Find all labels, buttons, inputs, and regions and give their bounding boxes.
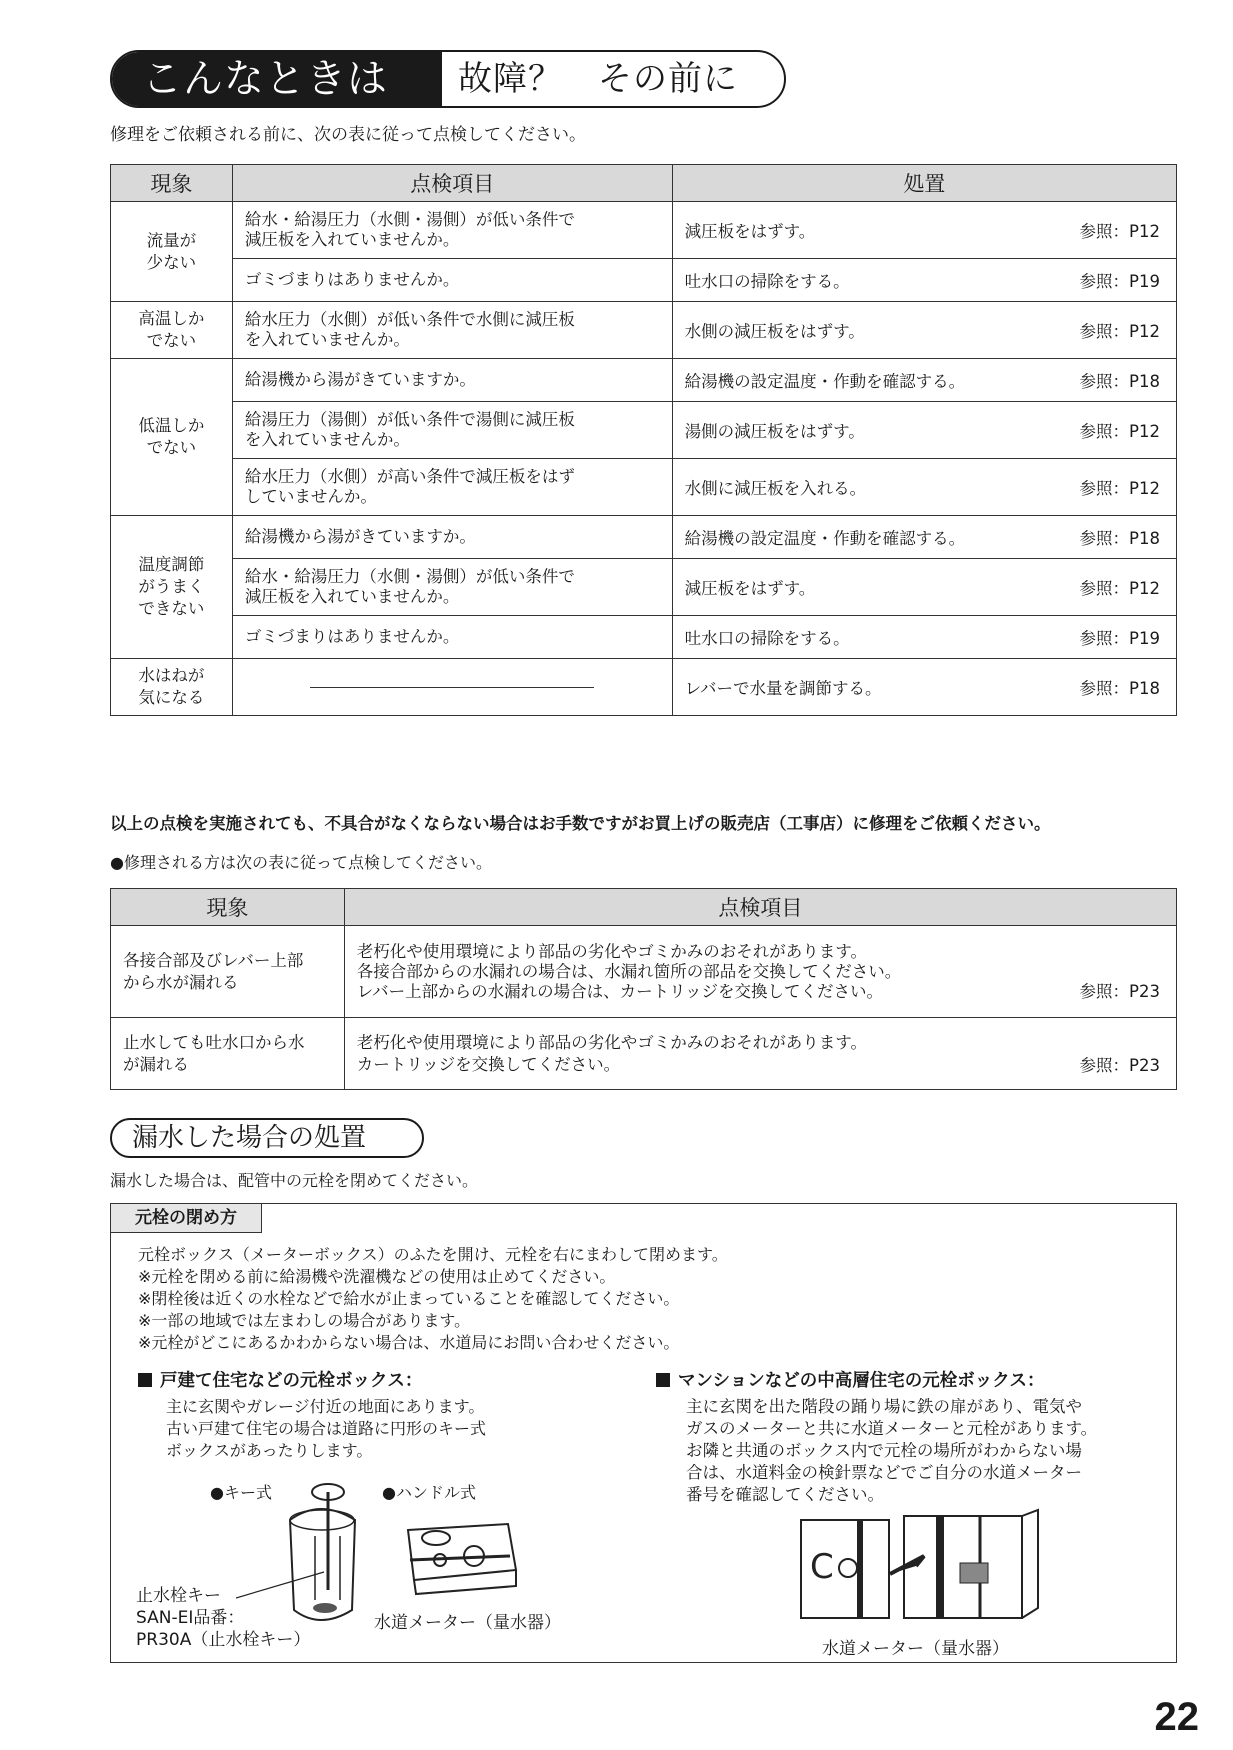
- symptom-cell: 流量が 少ない: [111, 202, 233, 302]
- valve-line: ※一部の地域では左まわしの場合があります。: [138, 1311, 471, 1330]
- meter-box-illustration: [800, 1508, 1042, 1620]
- leak-intro: 漏水した場合は、配管中の元栓を閉めてください。: [110, 1171, 479, 1190]
- header-title: こんなときは: [112, 52, 442, 106]
- valve-line: 元栓ボックス（メーターボックス）のふたを開け、元栓を右にまわして閉めます。: [138, 1245, 728, 1264]
- action-text: 減圧板をはずす。: [684, 222, 816, 241]
- symptom-cell: 止水しても吐水口から水 が漏れる: [111, 1018, 345, 1090]
- page-reference: 参照：P12: [1079, 422, 1160, 441]
- table-row: [111, 659, 1177, 716]
- action-text: 給湯機の設定温度・作動を確認する。: [684, 372, 966, 391]
- check-text: 老朽化や使用環境により部品の劣化やゴミかみのおそれがあります。 カートリッジを交換してください。: [356, 1032, 867, 1074]
- page-reference: 参照：P23: [1079, 981, 1160, 1001]
- page-reference: 参照：P18: [1079, 372, 1160, 391]
- mansion-line: 主に玄関を出た階段の踊り場に鉄の扉があり、電気や: [686, 1397, 1082, 1416]
- action-text: 吐水口の掃除をする。: [684, 629, 850, 648]
- square-bullet-icon: [656, 1373, 670, 1387]
- valve-line: ※閉栓後は近くの水栓などで給水が止まっていることを確認してください。: [138, 1289, 680, 1308]
- table-row: [111, 259, 1177, 302]
- check-cell: [232, 302, 672, 359]
- check-text: 給湯機から湯がきていますか。: [244, 527, 476, 546]
- symptom-cell: 水はねが 気になる: [111, 659, 233, 716]
- square-bullet-icon: [138, 1373, 152, 1387]
- check-cell: [344, 926, 1176, 1018]
- page-reference: 参照：P19: [1079, 272, 1160, 291]
- action-cell: [672, 516, 1176, 559]
- check-cell: [232, 202, 672, 259]
- page-number: 22: [1154, 1695, 1199, 1739]
- mansion-line: 合は、水道料金の検針票などでご自分の水道メーター: [686, 1463, 1082, 1482]
- check-text: ゴミづまりはありませんか。: [244, 627, 460, 646]
- action-cell: [672, 616, 1176, 659]
- check-text: 給水圧力（水側）が低い条件で水側に減圧板 を入れていませんか。: [244, 310, 575, 349]
- handle-box-illustration: [400, 1510, 520, 1600]
- leak-section-heading: 漏水した場合の処置: [110, 1118, 424, 1158]
- check-cell: [232, 459, 672, 516]
- house-line: 古い戸建て住宅の場合は道路に円形のキー式: [166, 1419, 487, 1438]
- check-cell: [232, 559, 672, 616]
- action-cell: [672, 202, 1176, 259]
- valve-line: ※元栓を閉める前に給湯機や洗濯機などの使用は止めてください。: [138, 1267, 616, 1286]
- valve-box-label: 元栓の閉め方: [110, 1203, 262, 1233]
- page-header: [110, 50, 786, 108]
- table-row: [111, 926, 1177, 1018]
- meter-caption: 水道メーター（量水器）: [822, 1639, 1009, 1659]
- intro-text: 修理をご依頼される前に、次の表に従って点検してください。: [110, 125, 586, 145]
- page-reference: 参照：P12: [1079, 322, 1160, 341]
- check-cell: [232, 359, 672, 402]
- meter-caption: 水道メーター（量水器）: [374, 1613, 561, 1633]
- action-cell: [672, 259, 1176, 302]
- action-text: 吐水口の掃除をする。: [684, 272, 850, 291]
- check-cell: [232, 402, 672, 459]
- action-cell: [672, 302, 1176, 359]
- empty-dash: [310, 687, 594, 688]
- action-cell: [672, 559, 1176, 616]
- repair-table: [110, 888, 1177, 1090]
- mansion-line: 番号を確認してください。: [686, 1485, 884, 1504]
- page-reference: 参照：P18: [1079, 529, 1160, 548]
- check-text: 給水・給湯圧力（水側・湯側）が低い条件で 減圧板を入れていませんか。: [244, 210, 575, 249]
- action-text: 湯側の減圧板をはずす。: [684, 422, 865, 441]
- troubleshoot-table: [110, 164, 1177, 716]
- table-row: [111, 616, 1177, 659]
- symptom-cell: 低温しか でない: [111, 359, 233, 516]
- page-reference: 参照：P23: [1079, 1055, 1160, 1075]
- action-text: 水側の減圧板をはずす。: [684, 322, 865, 341]
- check-cell: [232, 516, 672, 559]
- check-cell: [232, 659, 672, 716]
- action-text: 給湯機の設定温度・作動を確認する。: [684, 529, 966, 548]
- check-cell: [232, 259, 672, 302]
- check-text: ゴミづまりはありませんか。: [244, 270, 460, 289]
- check-text: 給湯機から湯がきていますか。: [244, 370, 476, 389]
- table-row: [111, 516, 1177, 559]
- key-caption: SAN-EI品番：: [136, 1608, 245, 1628]
- page-reference: 参照：P12: [1079, 479, 1160, 498]
- check-text: 給水・給湯圧力（水側・湯側）が低い条件で 減圧板を入れていませんか。: [244, 567, 575, 606]
- table-row: [111, 302, 1177, 359]
- page-reference: 参照：P18: [1079, 679, 1160, 698]
- repair-request-note: 以上の点検を実施されても、不具合がなくならない場合はお手数ですがお買上げの販売店（工事店）に修理をご依頼ください。: [110, 814, 1051, 833]
- action-cell: [672, 359, 1176, 402]
- table-header-row: [111, 165, 1177, 202]
- table-row: [111, 402, 1177, 459]
- action-cell: [672, 659, 1176, 716]
- col-check: 点検項目: [232, 165, 672, 202]
- key-type-label: ●キー式: [210, 1483, 272, 1502]
- action-cell: [672, 402, 1176, 459]
- key-caption: PR30A（止水栓キー）: [136, 1630, 311, 1650]
- mansion-line: ガスのメーターと共に水道メーターと元栓があります。: [686, 1419, 1098, 1438]
- repair-person-note: ●修理される方は次の表に従って点検してください。: [110, 853, 492, 872]
- mansion-box-title: マンションなどの中高層住宅の元栓ボックス：: [656, 1370, 1045, 1392]
- mansion-line: お隣と共通のボックス内で元栓の場所がわからない場: [686, 1441, 1082, 1460]
- table-header-row: [111, 889, 1177, 926]
- svg-text:C: C: [810, 1547, 834, 1587]
- action-text: 水側に減圧板を入れる。: [684, 479, 867, 498]
- house-box-title: 戸建て住宅などの元栓ボックス：: [138, 1370, 422, 1392]
- symptom-cell: 高温しか でない: [111, 302, 233, 359]
- col-symptom: 現象: [111, 165, 233, 202]
- check-cell: [232, 616, 672, 659]
- action-text: 減圧板をはずす。: [684, 579, 816, 598]
- page-reference: 参照：P12: [1079, 222, 1160, 241]
- check-text: 給水圧力（水側）が高い条件で減圧板をはず していませんか。: [244, 467, 575, 506]
- col-symptom: 現象: [111, 889, 345, 926]
- check-text: 給湯圧力（湯側）が低い条件で湯側に減圧板 を入れていませんか。: [244, 410, 575, 449]
- page-reference: 参照：P12: [1079, 579, 1160, 598]
- col-check: 点検項目: [344, 889, 1176, 926]
- symptom-cell: 温度調節 がうまく できない: [111, 516, 233, 659]
- house-line: ボックスがあったりします。: [166, 1441, 373, 1460]
- key-caption: 止水栓キー: [136, 1586, 221, 1606]
- table-row: [111, 359, 1177, 402]
- action-cell: [672, 459, 1176, 516]
- table-row: [111, 202, 1177, 259]
- header-subtitle: 故障？ その前に: [458, 59, 738, 99]
- handle-type-label: ●ハンドル式: [382, 1483, 476, 1502]
- table-row: [111, 559, 1177, 616]
- action-text: レバーで水量を調節する。: [684, 679, 882, 698]
- table-row: [111, 1018, 1177, 1090]
- valve-line: ※元栓がどこにあるかわからない場合は、水道局にお問い合わせください。: [138, 1333, 680, 1352]
- key-box-illustration: [280, 1480, 360, 1630]
- col-action: 処置: [672, 165, 1176, 202]
- check-cell: [344, 1018, 1176, 1090]
- house-line: 主に玄関やガレージ付近の地面にあります。: [166, 1397, 485, 1416]
- page-reference: 参照：P19: [1079, 629, 1160, 648]
- symptom-cell: 各接合部及びレバー上部 から水が漏れる: [111, 926, 345, 1018]
- table-row: [111, 459, 1177, 516]
- check-text: 老朽化や使用環境により部品の劣化やゴミかみのおそれがあります。 各接合部からの水漏れの場合は、水漏れ箇所の部品を交換してください。 レバー上部からの水漏れの場合は、カートリッジを交換してください。: [356, 941, 902, 1001]
- leader-line: [236, 1570, 326, 1600]
